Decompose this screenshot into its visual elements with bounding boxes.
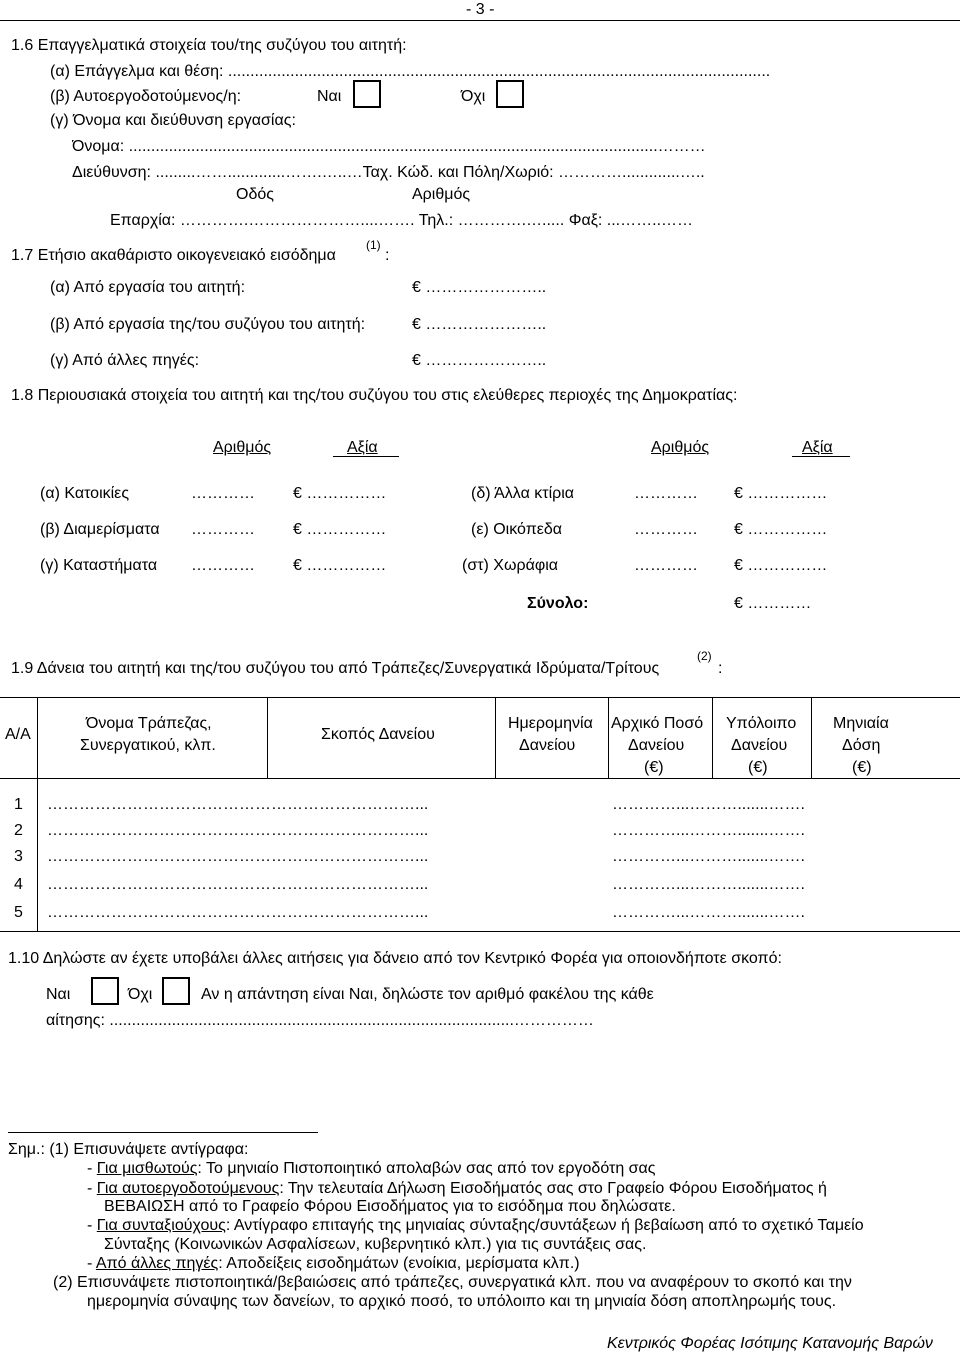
note-1b-text: : Την τελευταία Δήλωση Εισοδήματός σας στο Γραφείο Φόρου Εισοδήματος ή	[279, 1180, 827, 1197]
note-1a-text: : Το μηνιαίο Πιστοποιητικό απολαβών σας από τον εργοδότη σας	[197, 1160, 656, 1177]
asset-apartments-number[interactable]: …………	[191, 521, 255, 538]
self-employed-yes-label: Ναι	[317, 88, 342, 105]
asset-houses-label: (α) Κατοικίες	[40, 485, 130, 502]
asset-other-buildings-number[interactable]: …………	[634, 485, 698, 502]
section-1-8-title: 1.8 Περιουσιακά στοιχεία του αιτητή και της/του συζύγου του στις ελεύθερες περιοχές της Δημοκρατίας:	[11, 387, 738, 404]
note-1b-continued: ΒΕΒΑΙΩΣΗ από το Γραφείο Φόρου Εισοδήματος για το εισόδημα που δηλώσατε.	[104, 1198, 676, 1215]
loan-row-left-fields[interactable]: ……………………………………………………………...	[47, 823, 429, 839]
loan-row-left-fields[interactable]: ……………………………………………………………...	[47, 797, 429, 813]
table-col-line	[37, 697, 38, 931]
income-applicant-label: (α) Από εργασία του αιτητή:	[50, 279, 246, 296]
header-value-left: Αξία	[347, 439, 378, 456]
loan-row-number: 2	[14, 822, 23, 839]
self-employed-label: (β) Αυτοεργοδοτούμενος/η:	[50, 88, 242, 105]
loan-row-number: 4	[14, 876, 23, 893]
asset-fields-number[interactable]: …………	[634, 557, 698, 574]
header-number-right: Αριθμός	[651, 439, 710, 456]
note-1c-text: : Αντίγραφο επιταγής της μηνιαίας σύνταξης/συντάξεων ή βεβαίωση από το σχετικό Ταμείο	[225, 1218, 864, 1234]
work-name-address-label: (γ) Όνομα και διεύθυνση εργασίας:	[50, 112, 296, 129]
col-header-date-line1: Ημερομηνία	[508, 715, 593, 732]
self-employed-no-checkbox[interactable]	[496, 80, 524, 108]
note-1b-label: Για αυτοεργοδοτούμενους	[96, 1180, 280, 1197]
asset-plots-number[interactable]: …………	[634, 521, 698, 538]
other-applications-instruction: Αν η απάντηση είναι Ναι, δηλώστε τον αριθμό φακέλου της κάθε	[201, 986, 654, 1003]
col-header-original-line3: (€)	[644, 759, 664, 776]
col-header-remaining-line3: (€)	[748, 759, 768, 776]
income-other-field[interactable]: € …………………..	[412, 352, 547, 369]
loan-row-number: 3	[14, 848, 23, 865]
note-1b: - Για αυτοεργοδοτούμενους: Την τελευταία Δήλωση Εισοδήματός σας στο Γραφείο Φόρου Εισοδήματος ή	[87, 1180, 827, 1197]
asset-fields-value[interactable]: € ……………	[734, 557, 828, 574]
notes-separator	[8, 1132, 318, 1133]
other-applications-no-label: Όχι	[128, 986, 153, 1003]
table-col-line	[267, 697, 268, 778]
note-1d-text: : Αποδείξεις εισοδημάτων (ενοίκια, μερίσματα κλπ.)	[218, 1255, 580, 1272]
note-1a: - Για μισθωτούς: Το μηνιαίο Πιστοποιητικό απολαβών σας από τον εργοδότη σας	[87, 1160, 656, 1177]
col-header-original-line2: Δανείου	[628, 737, 685, 754]
income-applicant-field[interactable]: € …………………..	[412, 279, 547, 296]
loan-row-right-fields[interactable]: …………...……….......…….	[612, 905, 805, 921]
income-other-label: (γ) Από άλλες πηγές:	[50, 352, 200, 369]
loans-table	[0, 697, 960, 947]
note-2-continued: ημερομηνία σύναψης των δανείων, το αρχικό ποσό, το υπόλοιπο και τη μηνιαία δόση αποπληρωμής τους.	[87, 1293, 837, 1310]
application-file-number-field[interactable]: αίτησης: ...........................................................................................……………	[46, 1013, 594, 1029]
note-1d: - Από άλλες πηγές: Αποδείξεις εισοδημάτων (ενοίκια, μερίσματα κλπ.)	[87, 1255, 580, 1272]
note-1-heading: Σημ.: (1) Επισυνάψετε αντίγραφα:	[8, 1141, 249, 1158]
note-1d-label: Από άλλες πηγές	[95, 1255, 219, 1272]
self-employed-no-label: Όχι	[461, 88, 486, 105]
header-number-left: Αριθμός	[213, 439, 272, 456]
asset-shops-label: (γ) Καταστήματα	[40, 557, 158, 574]
page-number: - 3 -	[466, 1, 495, 18]
asset-shops-number[interactable]: …………	[191, 557, 255, 574]
assets-total-value[interactable]: € …………	[734, 595, 812, 612]
income-spouse-field[interactable]: € …………………..	[412, 316, 547, 333]
header-underline-value-right	[792, 456, 850, 457]
asset-other-buildings-label: (δ) Άλλα κτίρια	[471, 485, 575, 502]
loan-row-left-fields[interactable]: ……………………………………………………………...	[47, 849, 429, 865]
asset-other-buildings-value[interactable]: € ……………	[734, 485, 828, 502]
asset-houses-number[interactable]: …………	[191, 485, 255, 502]
loan-row-number: 1	[14, 796, 23, 813]
asset-shops-value[interactable]: € ……………	[293, 557, 387, 574]
asset-apartments-value[interactable]: € ……………	[293, 521, 387, 538]
col-header-installment-line2: Δόση	[842, 737, 881, 754]
occupation-field[interactable]: (α) Επάγγελμα και θέση: ..........................................................................................................................	[50, 64, 771, 80]
note-2: (2) Επισυνάψετε πιστοποιητικά/βεβαιώσεις από τράπεζες, συνεργατικά κλπ. που να αναφέρουν το σκοπό και την	[53, 1275, 852, 1291]
income-spouse-label: (β) Από εργασία της/του συζύγου του αιτητή:	[50, 316, 366, 333]
section-1-7-colon: :	[385, 247, 390, 264]
col-header-installment-line3: (€)	[852, 759, 872, 776]
asset-plots-label: (ε) Οικόπεδα	[471, 521, 563, 538]
table-header-bottom-border	[0, 778, 960, 779]
col-header-installment-line1: Μηνιαία	[833, 715, 889, 732]
top-rule	[0, 20, 960, 21]
asset-plots-value[interactable]: € ……………	[734, 521, 828, 538]
col-header-remaining-line1: Υπόλοιπο	[726, 715, 797, 732]
note-1a-label: Για μισθωτούς	[96, 1160, 198, 1177]
col-header-date-line2: Δανείου	[519, 737, 576, 754]
section-1-6-title: 1.6 Επαγγελματικά στοιχεία του/της συζύγου του αιτητή:	[11, 37, 407, 54]
work-name-field[interactable]: Όνομα: .......................................................................................................................………	[72, 139, 706, 155]
table-col-line	[608, 697, 609, 778]
street-caption: Οδός	[236, 186, 274, 203]
col-header-original-line1: Αρχικό Ποσό	[611, 715, 704, 732]
loan-row-left-fields[interactable]: ……………………………………………………………...	[47, 877, 429, 893]
loan-row-right-fields[interactable]: …………...……….......…….	[612, 797, 805, 813]
table-top-border	[0, 697, 960, 698]
province-phone-fax-field[interactable]: Επαρχία: ………….…………………....……. Τηλ.: ………….…..... Φαξ: ...……..……	[110, 213, 694, 229]
section-1-10-title: 1.10 Δηλώστε αν έχετε υποβάλει άλλες αιτήσεις για δάνειο από τον Κεντρικό Φορέα για οποιονδήποτε σκοπό:	[8, 950, 782, 967]
other-applications-no-checkbox[interactable]	[162, 977, 190, 1005]
col-header-aa: Α/Α	[5, 726, 31, 743]
asset-houses-value[interactable]: € ……………	[293, 485, 387, 502]
asset-apartments-label: (β) Διαμερίσματα	[40, 521, 160, 538]
col-header-remaining-line2: Δανείου	[731, 737, 788, 754]
section-1-9-title: 1.9 Δάνεια του αιτητή και της/του συζύγου του από Τράπεζες/Συνεργατικά Ιδρύματα/Τρίτους	[11, 660, 660, 677]
table-col-line	[495, 697, 496, 778]
work-address-field[interactable]: Διεύθυνση: .........…….............…….…..…Ταχ. Κώδ. και Πόλη/Χωριό: ………….............…..	[72, 165, 705, 181]
footer-organization: Κεντρικός Φορέας Ισότιμης Κατανομής Βαρών	[607, 1335, 933, 1352]
table-col-line	[712, 697, 713, 778]
loan-row-right-fields[interactable]: …………...……….......…….	[612, 849, 805, 865]
header-value-right: Αξία	[802, 439, 833, 456]
col-header-bank-line1: Όνομα Τράπεζας,	[86, 715, 212, 732]
loan-row-right-fields[interactable]: …………...……….......…….	[612, 877, 805, 893]
other-applications-yes-label: Ναι	[46, 986, 71, 1003]
asset-fields-label: (στ) Χωράφια	[462, 557, 558, 574]
col-header-purpose: Σκοπός Δανείου	[321, 726, 435, 743]
footnote-1-marker: (1)	[366, 238, 381, 252]
col-header-bank-line2: Συνεργατικού, κλπ.	[80, 737, 216, 754]
other-applications-yes-checkbox[interactable]	[91, 977, 119, 1005]
loan-row-number: 5	[14, 904, 23, 921]
table-bottom-border	[0, 931, 960, 932]
self-employed-yes-checkbox[interactable]	[353, 80, 381, 108]
number-caption: Αριθμός	[412, 186, 471, 203]
note-1c-continued: Σύνταξης (Κοινωνικών Ασφαλίσεων, κυβερνητικό κλπ.) για τις συντάξεις σας.	[104, 1236, 647, 1253]
assets-total-label: Σύνολο:	[527, 595, 589, 612]
header-underline-value-left	[333, 456, 399, 457]
table-col-line	[811, 697, 812, 778]
loan-row-left-fields[interactable]: ……………………………………………………………...	[47, 905, 429, 921]
section-1-7-title: 1.7 Ετήσιο ακαθάριστο οικογενειακό εισόδημα	[11, 247, 336, 264]
footnote-2-marker: (2)	[697, 649, 712, 663]
loan-row-right-fields[interactable]: …………...……….......…….	[612, 823, 805, 839]
note-1c: - Για συνταξιούχους: Αντίγραφο επιταγής της μηνιαίας σύνταξης/συντάξεων ή βεβαίωση από το σχετικό Ταμείο	[87, 1218, 864, 1234]
note-1c-label: Για συνταξιούχους	[96, 1218, 226, 1234]
section-1-9-colon: :	[718, 660, 723, 677]
